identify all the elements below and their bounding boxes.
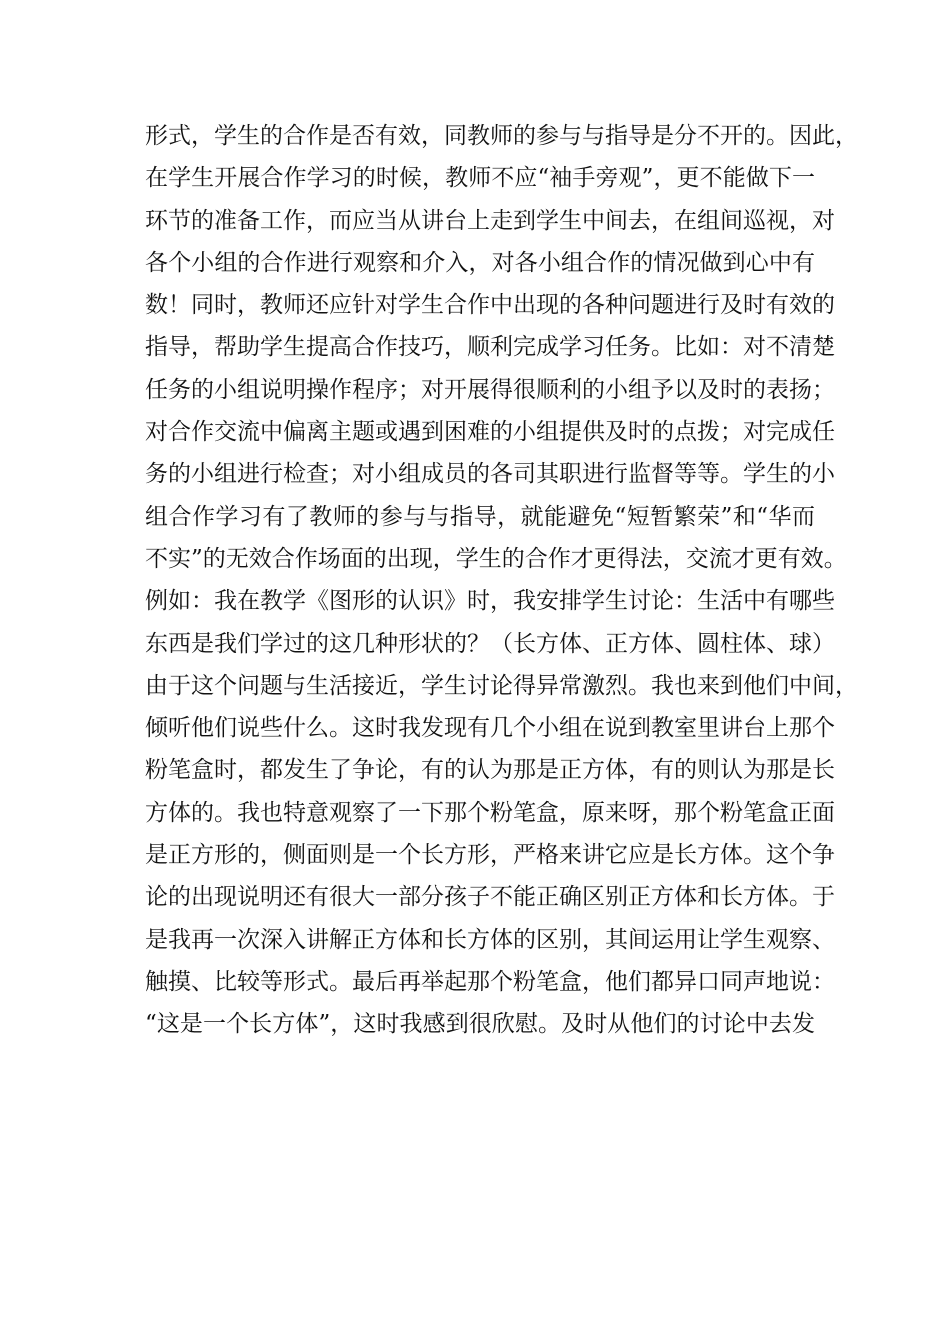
text-line: 东西是我们学过的这几种形状的？（长方体、正方体、圆柱体、球） — [145, 630, 835, 657]
text-line: 指导，帮助学生提高合作技巧，顺利完成学习任务。比如：对不清楚 — [145, 334, 835, 361]
text-line: 对合作交流中偏离主题或遇到困难的小组提供及时的点拨；对完成任 — [145, 419, 835, 446]
text-line: 触摸、比较等形式。最后再举起那个粉笔盒，他们都异口同声地说： — [145, 968, 835, 995]
text-line: 环节的准备工作，而应当从讲台上走到学生中间去，在组间巡视，对 — [145, 207, 835, 234]
text-line: 是我再一次深入讲解正方体和长方体的区别，其间运用让学生观察、 — [145, 926, 835, 953]
text-line: 任务的小组说明操作程序；对开展得很顺利的小组予以及时的表扬； — [145, 376, 835, 403]
text-line: 例如：我在教学《图形的认识》时，我安排学生讨论：生活中有哪些 — [145, 588, 835, 615]
text-line: 粉笔盒时，都发生了争论，有的认为那是正方体，有的则认为那是长 — [145, 757, 835, 784]
text-line: 各个小组的合作进行观察和介入，对各小组合作的情况做到心中有 — [145, 249, 815, 276]
text-line: 方体的。我也特意观察了一下那个粉笔盒，原来呀，那个粉笔盒正面 — [145, 799, 835, 826]
text-line: 倾听他们说些什么。这时我发现有几个小组在说到教室里讲台上那个 — [145, 715, 835, 742]
text-line: 在学生开展合作学习的时候，教师不应“袖手旁观”，更不能做下一 — [145, 165, 815, 192]
text-line: 论的出现说明还有很大一部分孩子不能正确区别正方体和长方体。于 — [145, 884, 835, 911]
text-line: 是正方形的，侧面则是一个长方形，严格来讲它应是长方体。这个争 — [145, 842, 835, 869]
text-line: 由于这个问题与生活接近，学生讨论得异常激烈。我也来到他们中间， — [145, 672, 858, 699]
text-line: 数！同时，教师还应针对学生合作中出现的各种问题进行及时有效的 — [145, 292, 835, 319]
text-line: “这是一个长方体”，这时我感到很欣慰。及时从他们的讨论中去发 — [145, 1011, 815, 1038]
body-text — [145, 115, 858, 1046]
text-line: 不实”的无效合作场面的出现，学生的合作才更得法，交流才更有效。 — [145, 545, 847, 572]
text-line: 形式，学生的合作是否有效，同教师的参与与指导是分不开的。因此， — [145, 123, 858, 149]
text-line: 务的小组进行检查；对小组成员的各司其职进行监督等等。学生的小 — [145, 461, 835, 488]
text-line: 组合作学习有了教师的参与与指导，就能避免“短暂繁荣”和“华而 — [145, 503, 815, 530]
